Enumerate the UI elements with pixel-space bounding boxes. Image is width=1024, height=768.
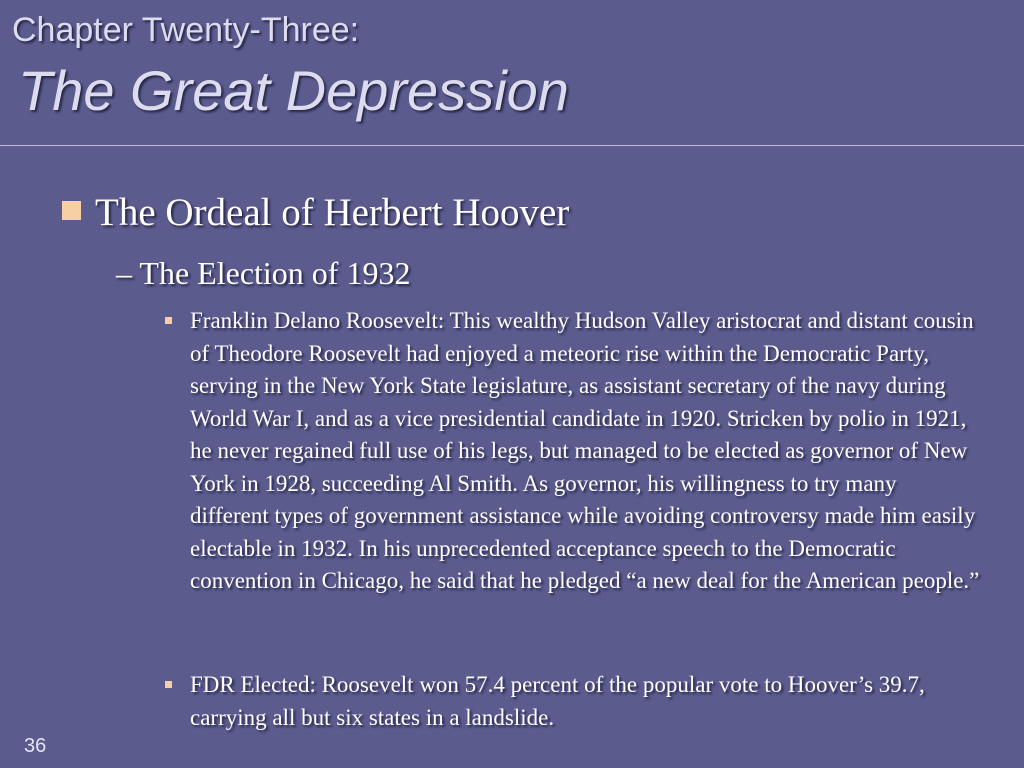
small-square-bullet-icon — [165, 317, 172, 324]
main-bullet — [62, 190, 569, 236]
chapter-heading: Chapter Twenty-Three: — [12, 11, 360, 49]
small-square-bullet-icon — [165, 681, 172, 688]
square-bullet-icon — [62, 201, 81, 220]
slide-title: The Great Depression — [18, 59, 569, 122]
slide-number: 36 — [24, 735, 47, 757]
detail-bullet-text: Franklin Delano Roosevelt: This wealthy Hudson Valley aristocrat and distant cousin of Theodore Roosevelt had enjoyed a meteoric rise within the Democratic Party, serving in the New York State legislature, as assistant secretary of the navy during World War I, and as a vice presidential candidate in 1920. Stricken by polio in 1921, he never regained full use of his legs, but managed to be elected as governor of New York in 1928, succeeding Al Smith. As governor, his willingness to try many different types of government assistance while avoiding controversy made him easily electable in 1932. In his unprecedented acceptance speech to the Democratic convention in Chicago, he said that he pledged “a new deal for the American people.” — [190, 308, 980, 593]
detail-bullet-fdr — [190, 305, 980, 598]
sub-heading: – The Election of 1932 — [116, 255, 411, 291]
title-divider — [0, 145, 1024, 146]
detail-bullet-text: FDR Elected: Roosevelt won 57.4 percent of the popular vote to Hoover’s 39.7, carrying all but six states in a landslide. — [190, 672, 925, 730]
main-bullet-text: The Ordeal of Herbert Hoover — [95, 191, 570, 234]
detail-bullet-fdr-elected — [190, 669, 980, 734]
